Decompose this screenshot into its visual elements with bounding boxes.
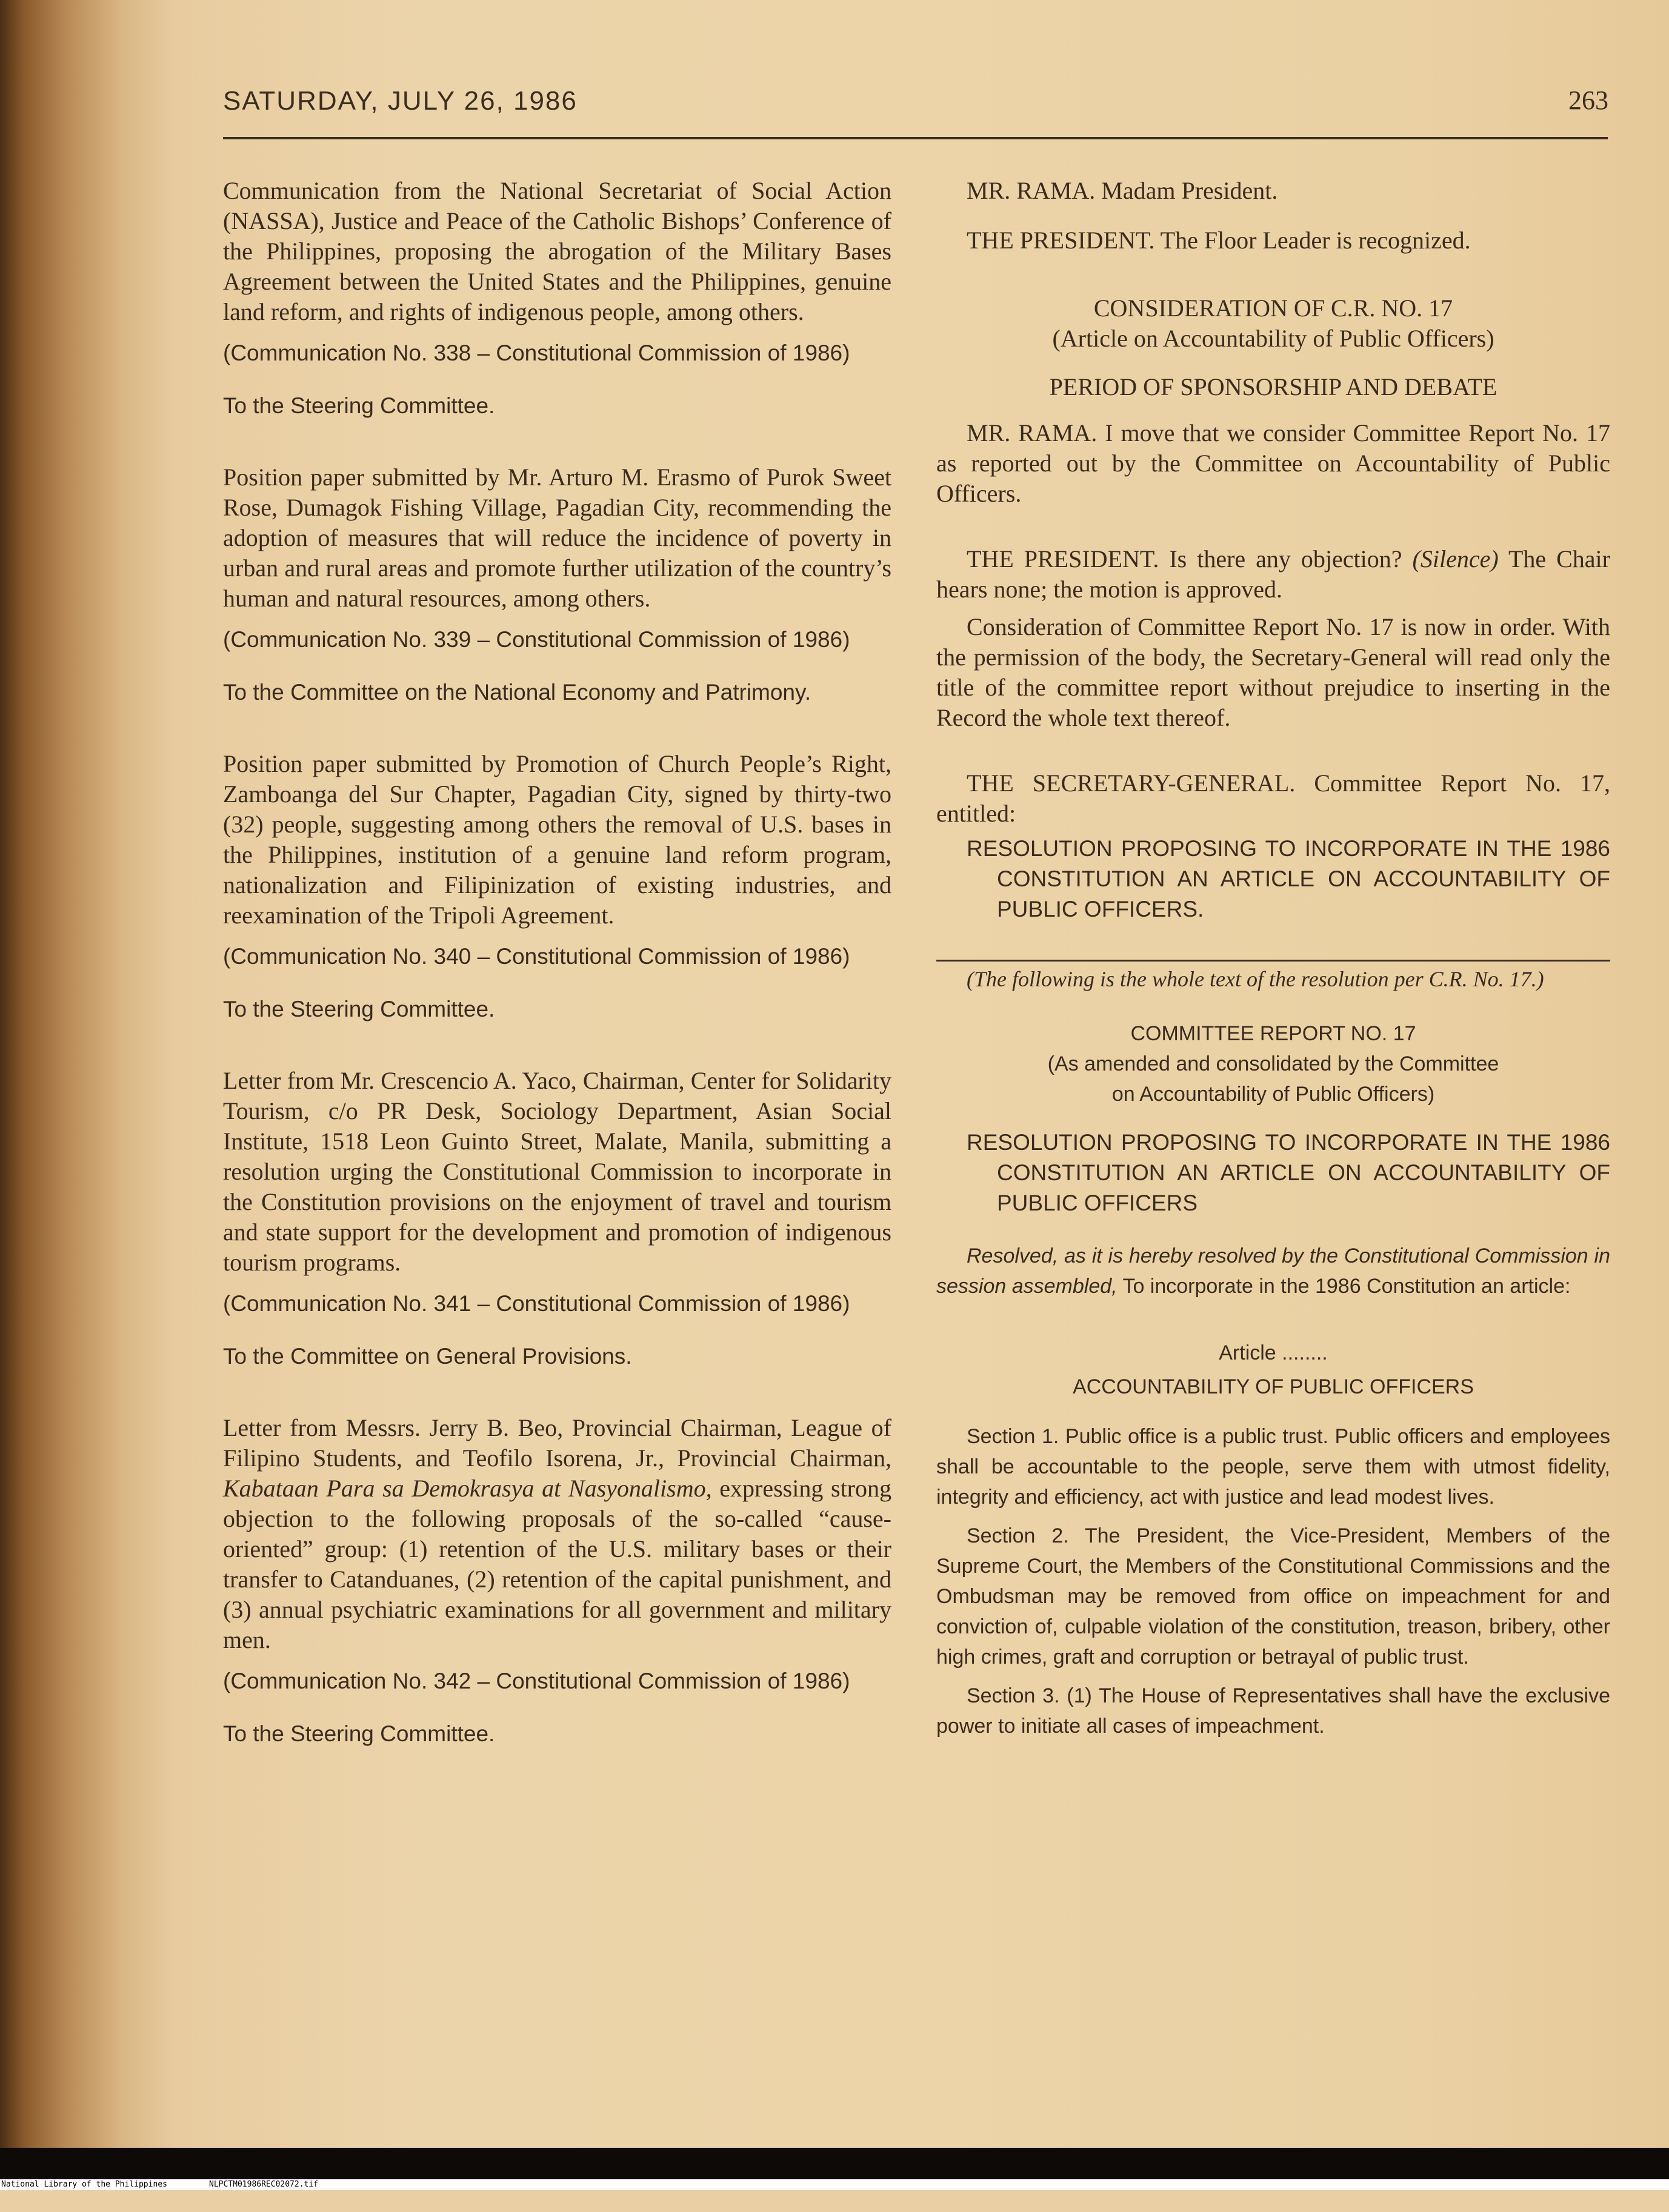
article-section: Section 2. The President, the Vice-President, Members of the Supreme Court, the Members of the Constitutional Commissions and the Ombudsman may be removed from office on impeachment for and conviction of, culpable violation of the constitution, treason, bribery, other high crimes, graft and corruption or betrayal of public trust. (936, 1524, 1610, 1669)
section-divider (936, 960, 1610, 962)
scan-border (0, 2148, 1669, 2179)
article-title: ACCOUNTABILITY OF PUBLIC OFFICERS (1073, 1375, 1474, 1398)
speaker-text: THE PRESIDENT. Is there any objection? (967, 545, 1413, 573)
resolved-text: To incorporate in the 1986 Constitution an article: (1117, 1275, 1571, 1298)
referral-line: To the Steering Committee. (223, 1721, 495, 1746)
right-column (936, 176, 1610, 1741)
section-title: PERIOD OF SPONSORSHIP AND DEBATE (1049, 373, 1497, 400)
report-subtitle: (As amended and consolidated by the Committee (1047, 1052, 1499, 1075)
stage-direction: (Silence) (1412, 545, 1499, 573)
speaker-paragraph: THE SECRETARY-GENERAL. Committee Report No. 17, entitled: (936, 769, 1610, 827)
communication-reference: (Communication No. 342 – Constitutional Commission of 1986) (223, 1669, 850, 1693)
body-paragraph: Consideration of Committee Report No. 17 is now in order. With the permission of the body, the Secretary-General will read only the title of the committee report without prejudice to inserting in the Record the whole text thereof. (936, 613, 1610, 731)
article-section: Section 1. Public office is a public trust. Public officers and employees shall be accountable to the people, serve them with utmost fidelity, integrity and efficiency, act with justice and lead modest lives. (936, 1425, 1610, 1509)
resolved-italic: Resolved, as it is hereby resolved by the Constitutional Commission in session assembled, (936, 1244, 1610, 1298)
report-subtitle: on Accountability of Public Officers) (1111, 1083, 1435, 1106)
communication-paragraph: Communication from the National Secretariat of Social Action (NASSA), Justice and Peace of the Catholic Bishops’ Conference of the Philippines, proposing the abrogation of the Military Bases Agreement between the United States and the Philippines, genuine land reform, and rights of indigenous people, among others. (223, 177, 891, 325)
speaker-line: THE PRESIDENT. The Floor Leader is recognized. (967, 227, 1471, 254)
communication-reference: (Communication No. 341 – Constitutional Commission of 1986) (223, 1291, 850, 1316)
article-label: Article ........ (1219, 1341, 1328, 1364)
communication-paragraph: Position paper submitted by Promotion of Church People’s Right, Zamboanga del Sur Chapter, Pagadian City, signed by thirty-two (32) people, suggesting among others the removal of U.S. bases in the Philippines, institution of a genuine land reform program, nationalization and Filipinization of existing industries, and reexamination of the Tripoli Agreement. (223, 750, 891, 929)
referral-line: To the Committee on General Provisions. (223, 1344, 632, 1369)
article-section: Section 3. (1) The House of Representatives shall have the exclusive power to initiate all cases of impeachment. (936, 1684, 1610, 1738)
communication-paragraph: Position paper submitted by Mr. Arturo M. Erasmo of Purok Sweet Rose, Dumagok Fishing Village, Pagadian City, recommending the adoption of measures that will reduce the incidence of poverty in urban and rural areas and promote further utilization of the country’s human and natural resources, among others. (223, 463, 891, 612)
speaker-line: MR. RAMA. Madam President. (967, 177, 1278, 204)
header-divider (223, 137, 1608, 139)
section-title: CONSIDERATION OF C.R. NO. 17 (1093, 294, 1453, 322)
left-column (223, 176, 891, 1772)
referral-line: To the Committee on the National Economy and Patrimony. (223, 680, 811, 705)
speaker-paragraph (936, 544, 1610, 605)
resolved-clause (936, 1241, 1610, 1301)
speaker-paragraph: MR. RAMA. I move that we consider Committee Report No. 17 as reported out by the Committee on Accountability of Public Officers. (936, 419, 1610, 507)
communication-reference: (Communication No. 339 – Constitutional Commission of 1986) (223, 627, 850, 652)
page-header-date: SATURDAY, JULY 26, 1986 (223, 86, 578, 116)
scan-footer (0, 2179, 1669, 2190)
resolution-title: RESOLUTION PROPOSING TO INCORPORATE IN THE 1986 CONSTITUTION AN ARTICLE ON ACCOUNTABILITY OF PUBLIC OFFICERS. (967, 836, 1610, 922)
communication-reference: (Communication No. 340 – Constitutional Commission of 1986) (223, 944, 850, 969)
communication-paragraph (223, 1413, 891, 1655)
referral-line: To the Steering Committee. (223, 393, 495, 418)
letter-text: expressing strong objection to the following proposals of the so-called “cause-oriented” group: (1) retention of the U.S. military bases or their transfer to Catanduanes, (2) retention of the capital punishment, and (3) annual psychiatric examinations for all government and military men. (223, 1475, 891, 1653)
page-number: 263 (1568, 85, 1608, 115)
communication-paragraph: Letter from Mr. Crescencio A. Yaco, Chairman, Center for Solidarity Tourism, c/o PR Desk, Sociology Department, Asian Social Institute, 1518 Leon Guinto Street, Malate, Manila, submitting a resolution urging the Constitutional Commission to incorporate in the Constitution provisions on the enjoyment of travel and tourism and state support for the development and promotion of indigenous tourism programs. (223, 1067, 891, 1276)
library-credit: National Library of the Philippines (1, 2180, 167, 2189)
editor-note: (The following is the whole text of the resolution per C.R. No. 17.) (967, 967, 1544, 991)
letter-text: Letter from Messrs. Jerry B. Beo, Provincial Chairman, League of Filipino Students, and Teofilo Isorena, Jr., Provincial Chairman, (223, 1414, 891, 1472)
speaker-text: The Chair hears none; the motion is approved. (936, 545, 1610, 603)
report-title: COMMITTEE REPORT NO. 17 (1130, 1022, 1416, 1045)
resolution-title: RESOLUTION PROPOSING TO INCORPORATE IN THE 1986 CONSTITUTION AN ARTICLE ON ACCOUNTABILITY OF PUBLIC OFFICERS (967, 1130, 1610, 1215)
organization-name: Kabataan Para sa Demokrasya at Nasyonalismo, (223, 1475, 712, 1502)
scan-filename: NLPCTM01986REC02072.tif (209, 2180, 319, 2189)
section-subtitle: (Article on Accountability of Public Officers) (1052, 325, 1494, 352)
communication-reference: (Communication No. 338 – Constitutional Commission of 1986) (223, 340, 850, 365)
referral-line: To the Steering Committee. (223, 997, 495, 1021)
